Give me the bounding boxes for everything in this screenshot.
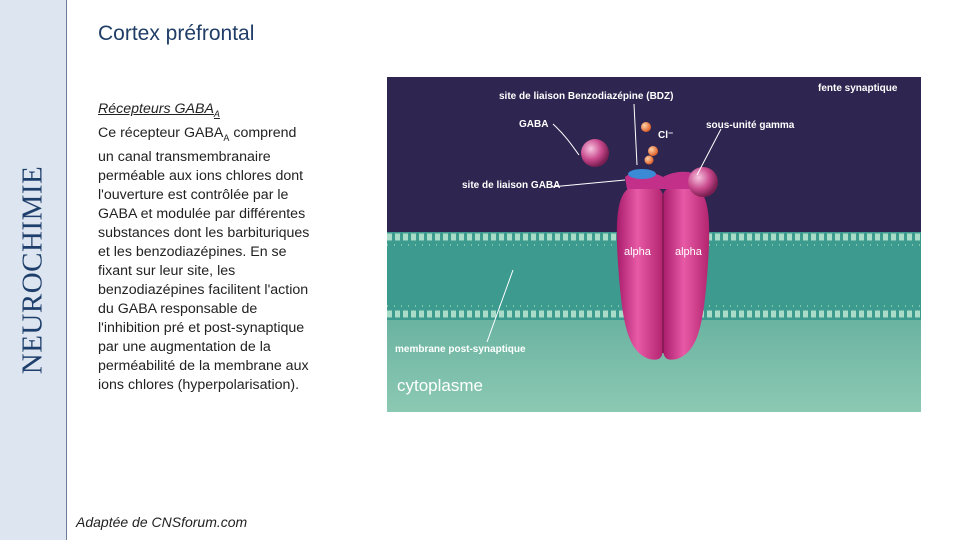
body-line: perméabilité de la membrane aux xyxy=(98,357,309,374)
label-cl: Cl⁻ xyxy=(658,130,674,141)
line1-post: comprend xyxy=(229,124,297,141)
label-alpha-left: alpha xyxy=(624,246,651,258)
label-fente: fente synaptique xyxy=(818,83,898,94)
receptor-diagram xyxy=(387,77,921,412)
gaba-site xyxy=(628,169,656,179)
line1-sub: A xyxy=(223,132,230,143)
label-membrane: membrane post-synaptique xyxy=(395,344,526,355)
label-gamma: sous-unité gamma xyxy=(706,120,795,131)
body-line: GABA et modulée par différentes xyxy=(98,205,306,222)
body-line: du GABA responsable de xyxy=(98,300,258,317)
body-heading xyxy=(98,100,346,124)
bdz-molecule xyxy=(688,167,718,197)
heading-text: Récepteurs GABA xyxy=(98,101,214,117)
body-line xyxy=(98,124,346,148)
body-line: et les benzodiazépines. En se xyxy=(98,243,287,260)
gaba-receptor-figure xyxy=(387,77,921,412)
body-line: l'ouverture est contrôlée par le xyxy=(98,186,289,203)
sidebar xyxy=(0,0,67,540)
slide-title: Cortex préfrontal xyxy=(98,22,255,45)
chloride-ion xyxy=(641,122,651,132)
heading-sub: A xyxy=(213,108,220,119)
label-gaba: GABA xyxy=(519,119,549,130)
label-alpha-right: alpha xyxy=(675,246,702,258)
body-line: ions chlores (hyperpolarisation). xyxy=(98,376,300,393)
line1-pre: Ce récepteur GABA xyxy=(98,124,224,141)
chloride-ion xyxy=(645,156,654,165)
body-line: fixant sur leur site, les xyxy=(98,262,236,279)
body-line: par une augmentation de la xyxy=(98,338,271,355)
chloride-ion xyxy=(648,146,658,156)
gaba-molecule xyxy=(581,139,609,167)
label-gaba-site: site de liaison GABA xyxy=(462,180,561,191)
body-line: perméable aux ions chlores dont xyxy=(98,167,304,184)
source-credit: Adaptée de CNSforum.com xyxy=(76,514,248,530)
receptor-channel xyxy=(617,172,709,360)
body-line: substances dont les barbituriques xyxy=(98,224,310,241)
sidebar-title: NEUROCHIMIE xyxy=(16,165,49,375)
body-line: un canal transmembranaire xyxy=(98,148,271,165)
label-cytoplasme: cytoplasme xyxy=(397,376,483,395)
body-line: l'inhibition pré et post-synaptique xyxy=(98,319,305,336)
body-text xyxy=(98,100,346,395)
label-bdz: site de liaison Benzodiazépine (BDZ) xyxy=(499,91,674,102)
body-line: benzodiazépines facilitent l'action xyxy=(98,281,309,298)
